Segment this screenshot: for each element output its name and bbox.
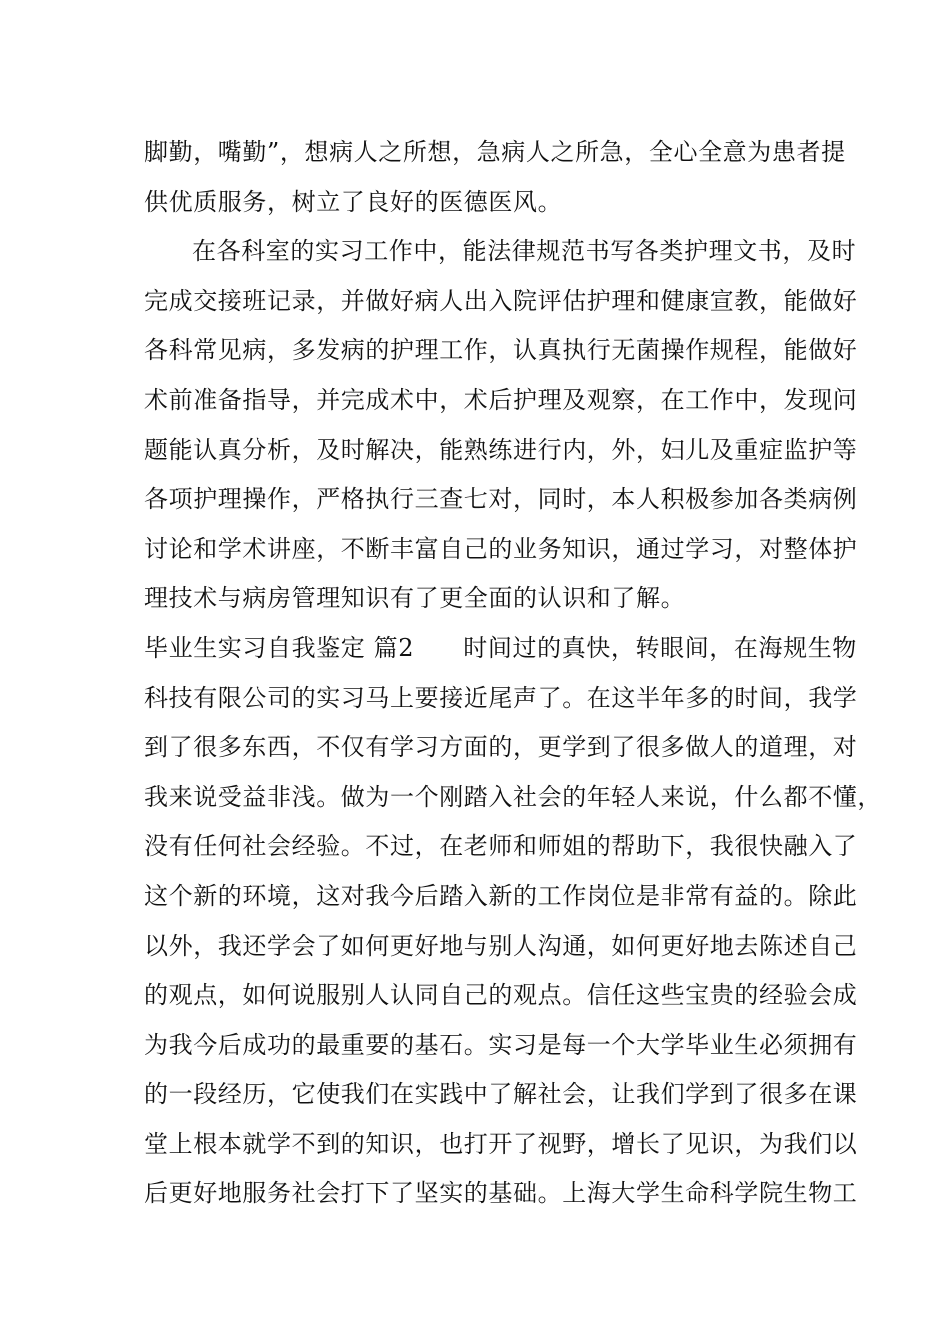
text-line-20: 的一段经历，它使我们在实践中了解社会，让我们学到了很多在课 — [144, 1080, 858, 1109]
document-body — [144, 128, 882, 1219]
text-line-12: 科技有限公司的实习马上要接近尾声了。在这半年多的时间，我学 — [144, 683, 858, 712]
text-line-21: 堂上根本就学不到的知识，也打开了视野，增长了见识，为我们以 — [144, 1129, 858, 1158]
section-heading-line: 毕业生实习自我鉴定 篇2 时间过的真快，转眼间，在海规生物 — [144, 633, 857, 662]
text-line-2: 供优质服务，树立了良好的医德医风。 — [144, 187, 563, 216]
text-line-7: 题能认真分析，及时解决，能熟练进行内，外，妇儿及重症监护等 — [144, 435, 858, 464]
text-line-9: 讨论和学术讲座，不断丰富自己的业务知识，通过学习，对整体护 — [144, 534, 858, 563]
text-line-6: 术前准备指导，并完成术中，术后护理及观察，在工作中，发现问 — [144, 385, 858, 414]
text-line-16: 这个新的环境，这对我今后踏入新的工作岗位是非常有益的。除此 — [144, 881, 858, 910]
text-line-22: 后更好地服务社会打下了坚实的基础。上海大学生命科学院生物工 — [144, 1179, 858, 1208]
text-line-8: 各项护理操作，严格执行三查七对，同时，本人积极参加各类病例 — [144, 485, 858, 514]
text-line-10: 理技术与病房管理知识有了更全面的认识和了解。 — [144, 584, 686, 613]
text-line-15: 没有任何社会经验。不过，在老师和师姐的帮助下，我很快融入了 — [144, 832, 858, 861]
text-line-3: 在各科室的实习工作中，能法律规范书写各类护理文书，及时 — [192, 237, 857, 266]
text-line-5: 各科常见病，多发病的护理工作，认真执行无菌操作规程，能做好 — [144, 336, 858, 365]
text-line-13: 到了很多东西，不仅有学习方面的，更学到了很多做人的道理，对 — [144, 733, 858, 762]
text-line-19: 为我今后成功的最重要的基石。实习是每一个大学毕业生必须拥有 — [144, 1030, 858, 1059]
text-line-18: 的观点，如何说服别人认同自己的观点。信任这些宝贵的经验会成 — [144, 981, 858, 1010]
text-line-14: 我来说受益非浅。做为一个刚踏入社会的年轻人来说，什么都不懂， — [144, 782, 882, 811]
text-line-17: 以外，我还学会了如何更好地与别人沟通，如何更好地去陈述自己 — [144, 931, 858, 960]
text-line-4: 完成交接班记录，并做好病人出入院评估护理和健康宣教，能做好 — [144, 286, 858, 315]
text-line-1: 脚勤，嘴勤”，想病人之所想，急病人之所急，全心全意为患者提 — [144, 138, 846, 166]
